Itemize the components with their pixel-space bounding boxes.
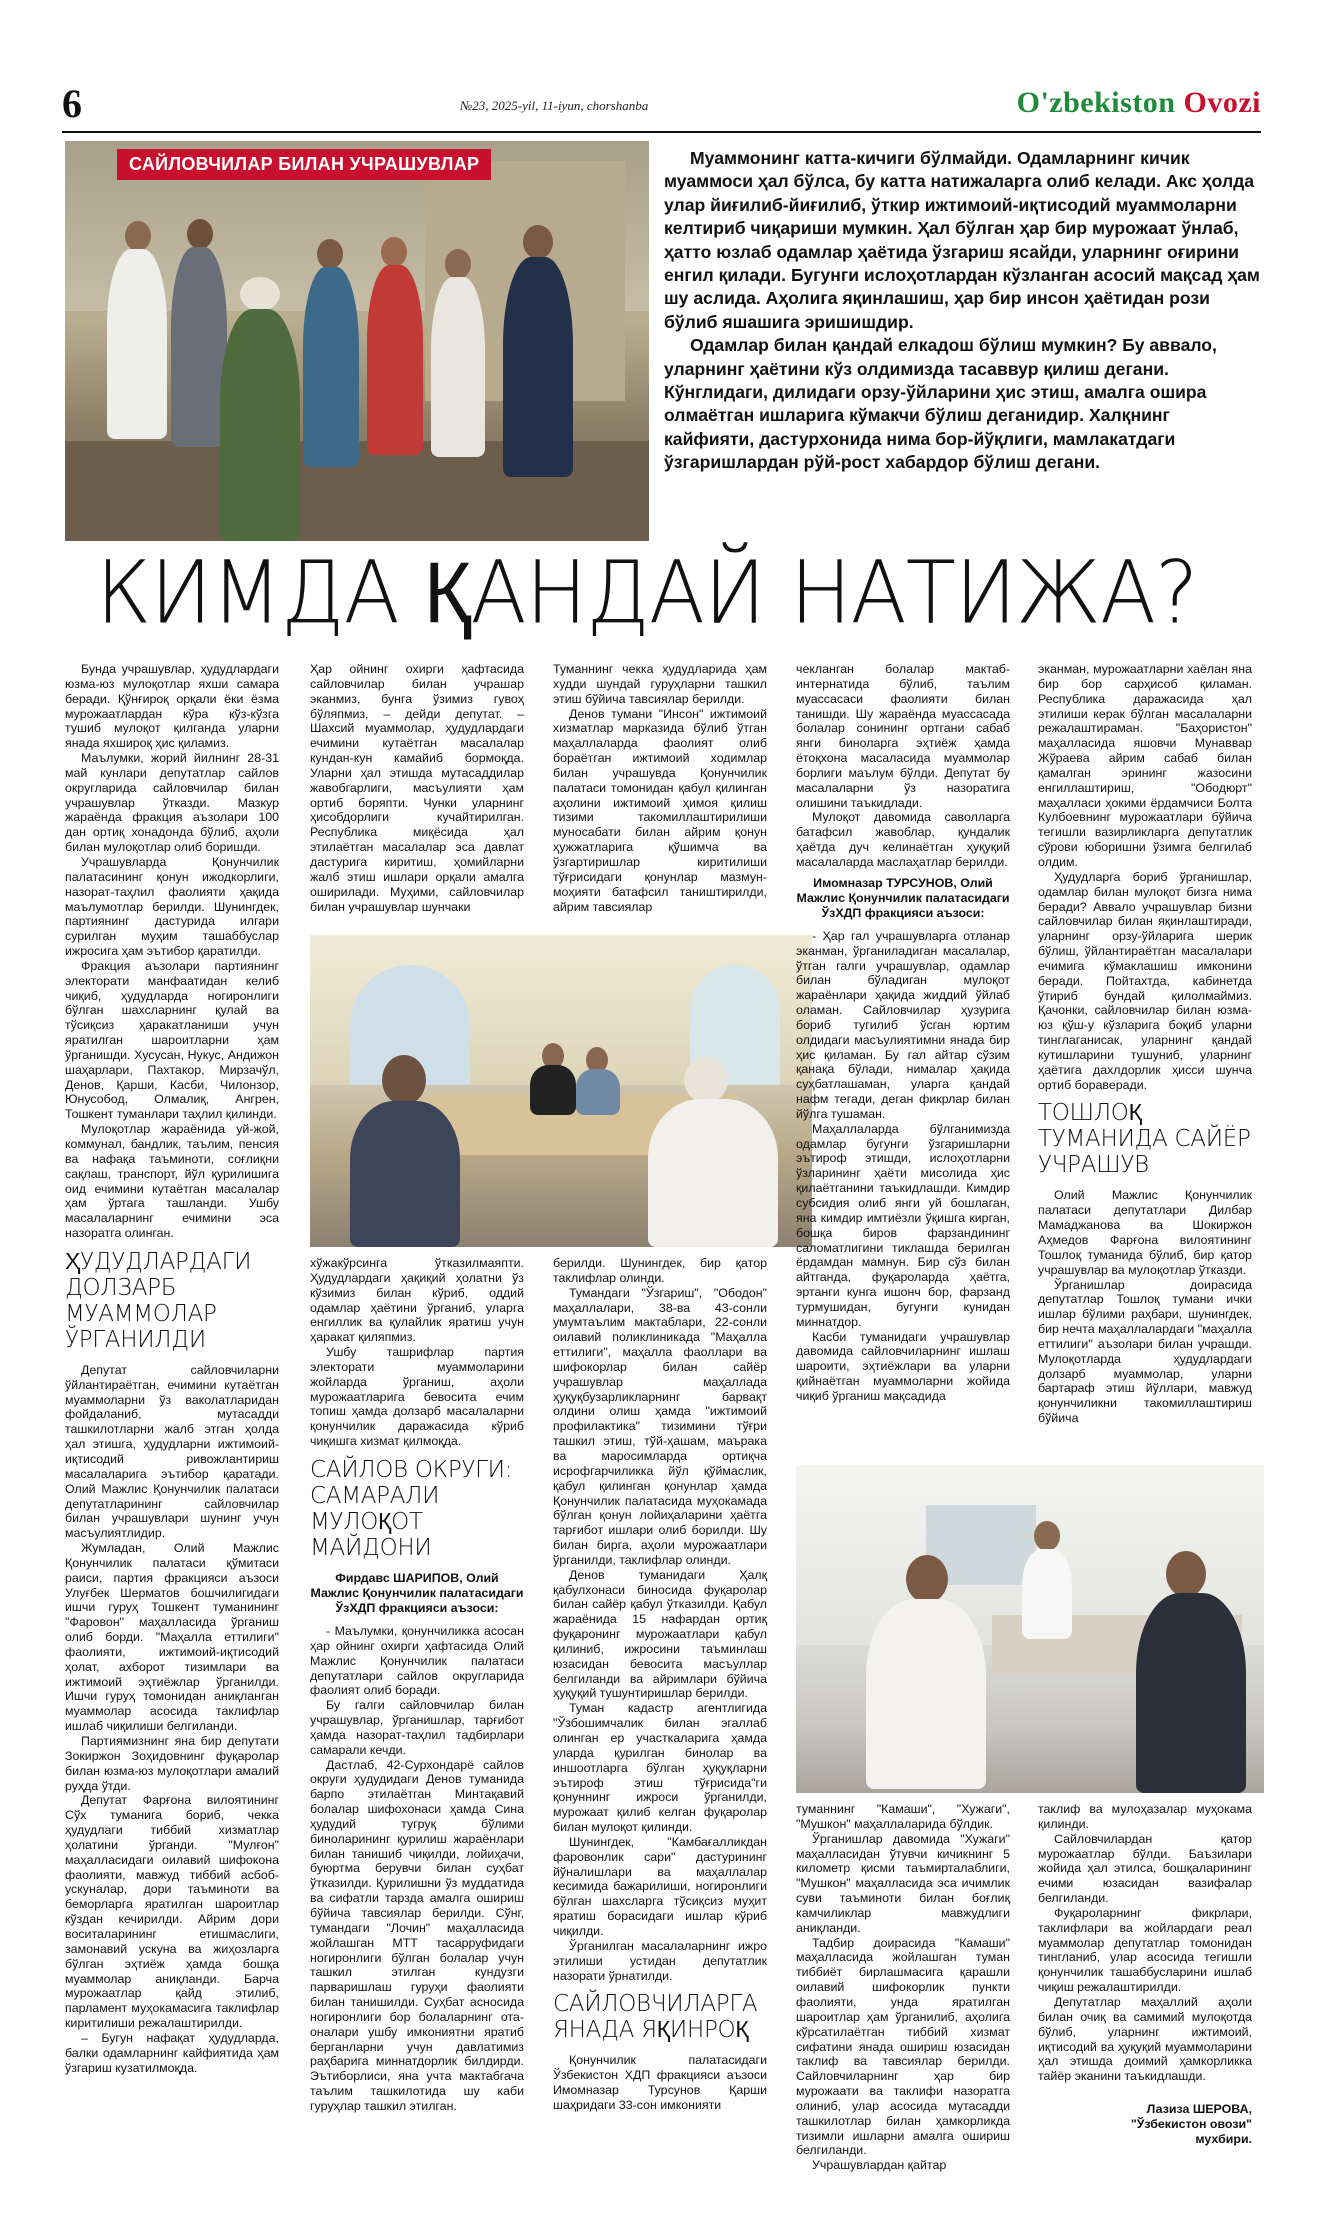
paragraph: туманнинг "Камаши", "Хужаги", "Мушкон" маҳаллаларида бўлдик. bbox=[796, 1802, 1010, 1831]
author-role: мухбири. bbox=[1195, 2132, 1252, 2147]
section-tag: САЙЛОВЧИЛАР БИЛАН УЧРАШУВЛАР bbox=[117, 149, 491, 180]
paragraph: Қонунчилик палатасидаги Ўзбекистон ХДП фракцияси аъзоси Имомназар Турсунов Қарши шаҳридаги 33-сон имконияти bbox=[553, 2053, 767, 2112]
photo-clinic-visit bbox=[796, 1465, 1264, 1793]
paragraph: таклиф ва мулоҳазалар муҳокама қилинди. bbox=[1038, 1802, 1252, 1831]
paragraph: Денов туманидаги Ҳалқ қабулхонаси биносида фуқаролар билан сайёр қабул ўтказилди. Қабул жараёнида 15 нафардан ортиқ фуқаронинг мурожаатлари қабул қилиниб, ижросини таъминлаш юзасидан бевосита масъуллар белгиланди ва айримлари бўйича ҳуқуқий тушунтиришлар берилди. bbox=[553, 1567, 767, 1701]
paragraph: Фуқароларнинг фикрлари, таклифлари ва жойлардаги реал муаммолар депутатлар томонидан тингланиб, улар асосида тегишли қонунчилик ташаббусларини ишлаб чиқиш режалаштирилди. bbox=[1038, 1905, 1252, 1995]
newspaper-logo[interactable] bbox=[1017, 86, 1261, 120]
paragraph: Фракция аъзолари партиянинг электорати манфаатидан келиб чиқиб, ҳудудларда ногиронлиги бўлган шахсларнинг қулай ва тўсиқсиз ҳаракатланиши учун яратилган шароитларни ҳам ўрганишди. Хусусан, Нукус, Андижон шаҳарлари, Пахтакор, Мирзачўл, Денов, Қарши, Касби, Чилонзор, Юнусобод, Олмалиқ, Ангрен, Тошкент туманлари таҳлил қилинди. bbox=[65, 958, 279, 1122]
author-signature bbox=[1038, 2102, 1252, 2147]
author-name: Лазиза ШЕРОВА, bbox=[1146, 2102, 1252, 2117]
logo-part1: O'zbekiston bbox=[1016, 86, 1184, 119]
subheading: ТОШЛОҚ ТУМАНИДА САЙЁР УЧРАШУВ bbox=[1038, 1100, 1251, 1179]
lead-paragraph bbox=[664, 147, 1262, 475]
subheading: ҲУДУДЛАРДАГИ ДОЛЗАРБ МУАММОЛАР ЎРГАНИЛДИ bbox=[65, 1248, 252, 1353]
paragraph: Касби туманидаги учрашувлар давомида сайловчиларнинг ишлаш шароити, эҳтиёжлари ва уларни қийнаётган муаммоларни жойида чиқиб ўрганиш мақсадида bbox=[796, 1329, 1010, 1403]
lead-p1: Муаммонинг катта-кичиги бўлмайди. Одамларнинг кичик муаммоси ҳал бўлса, бу катта натижаларга олиб келади. Акс ҳолда улар йиғилиб-йиғилиб, ўткир ижтимоий-иқтисодий муаммоларни келтириб чиқариши мумкин. Ҳал бўлган ҳар бир мурожаат ўнлаб, ҳатто юзлаб одамлар ҳаётида ўзгариш ясайди, уларнинг оғирини енгил қилади. Бугунги ислоҳотлардан кўзланган асосий мақсад ҳам шу аслида. Аҳолига яқинлашиш, ҳар бир инсон ҳаётидан рози бўлиб яшашига эришишдир. bbox=[664, 148, 1260, 332]
paragraph: Денов тумани "Инсон" ижтимоий хизматлар марказида бўлиб ўтган маҳаллаларда фаолият олиб бораётган ижтимоий ходимлар билан учрашувда Қонунчилик палатаси томонидан қабул қилинган аҳолини ижтимоий ҳимоя қилиш тизими такомиллаштирилиши муносабати билан айрим қонун ҳужжатларига қўшимча ва ўзгартиришлар киритилиши тўғрисидаги қонунлар мазмун-моҳияти батафсил таништирилди, айрим тавсиялар bbox=[553, 706, 767, 914]
paragraph: Бу галги сайловчилар билан учрашувлар, ўрганишлар, тарғибот ҳамда назорат-таҳлил тадбирлари самарали кечди. bbox=[310, 1698, 524, 1757]
author-outlet: "Ўзбекистон овози" bbox=[1130, 2117, 1252, 2132]
column-3-bottom bbox=[553, 1256, 767, 2113]
lead-p2: Одамлар билан қандай елкадош бўлиш мумкин? Бу аввало, уларнинг ҳаётини кўз олдимизда тасаввур қилиш дегани. Кўнглидаги, дилидаги орзу-ўйларини ҳис этиш, амалга ошира олмаётган ишларига кўмакчи бўлиш деганидир. Халқнинг кайфияти, дастурхонида нима бор-йўқлиги, мамлакатдаги ўзгаришлардан рўй-рост хабардор бўлиш дегани. bbox=[664, 335, 1217, 473]
paragraph: Шунингдек, "Камбағалликдан фаровонлик сари" дастурининг йўналишлари ва маҳаллалар кесимида бажарилиши, ногиронлиги бўлган шахсларга тўсиқсиз муҳит яратиш борасидаги ишлар кўриб чиқилди. bbox=[553, 1834, 767, 1938]
paragraph: Депутат Фарғона вилоятининг Сўх туманига бориб, чекка ҳудудлаги тиббий хизматлар ҳолатини ўрганди. "Мулғон" маҳалласидаги оилавий шифокона фаолияти, мавжуд тиббий асбоб-ускуналар, дори таъминоти ва беморларга яратилган шароитлар кўздан кечирилди. Айрим дори воситаларининг етишмаслиги, замонавий ускуна ва жиҳозларга бўлган эҳтиёж ҳамда бошқа муаммолар аниқланди. Барча мурожаатлар қайд этилиб, парламент муҳокамасига таклифлар киритилиши режалаштирилди. bbox=[65, 1793, 279, 2031]
paragraph: эканман, мурожаатларни хаёлан яна бир бор сарҳисоб қиламан. Республика даражасида ҳал этилиши керак бўлган масалаларни режалаштираман. "Баҳористон" маҳалласида яшовчи Мунаввар Жўраева айрим сабаб билан қамалган эрининг жазосини енгиллаштириш, "Ободюрт" маҳалласи ҳокими ёрдамчиси Болта Кулбоевнинг мурожаатлари бўйича тегишли вазирликларга депутатлик сўрови юборишни ўзимга белгилаб олдим. bbox=[1038, 662, 1252, 869]
paragraph: Ҳудудларга бориб ўрганишлар, одамлар билан мулоқот бизга нима беради? Аввало учрашувлар бизни сайловчилар билан яқинлаштиради, уларнинг орзу-ўйларига шерик бўлиш, ўйлантираётган масалалари ечимига кўмаклашиш имконини беради. Пойтахтда, кабинетда ўтириб бундай қилолмаймиз. Қачонки, сайловчилар билан юзма-юз қўш-у кўзларига боқиб уларни тинглаганисак, уларнинг қандай кутишларини тушуниб, уларнинг ҳаётига дахлдорлик ҳисси шунча ортиб бораверади. bbox=[1038, 869, 1252, 1092]
paragraph: Ўрганилган масалаларнинг ижро этилиши устидан депутатлик назорати ўрнатилди. bbox=[553, 1938, 767, 1983]
paragraph: Ушбу ташрифлар партия электорати муаммоларини жойларда ўрганиш, аҳоли мурожаатларига бевосита ечим топиш ҳамда долзарб масалаларни қонунчилик даражасида кўриб чиқишга хизмат қилмоқда. bbox=[310, 1345, 524, 1449]
column-3-top bbox=[553, 662, 767, 914]
paragraph: Жумладан, Олий Мажлис Қонунчилик палатаси қўмитаси раиси, партия фракцияси аъзоси Улуғбек Шерматов бошчилигидаги ишчи гуруҳ Тошкент туманининг "Фаровон" маҳалласида ўрганиш олиб борди. "Маҳалла еттилиги" фаолияти, ижтимоий-иқтисодий ҳолат, ахборот тизимлари ва ижтимоий эҳтиёжлар ўрганилди. Ишчи гуруҳ томонидан аниқланган муаммолар асосида таклифлар ишлаб чиқилиши белгиланди. bbox=[65, 1541, 279, 1734]
issue-line: №23, 2025-yil, 11-iyun, chorshanba bbox=[460, 98, 649, 113]
paragraph: Тумандаги "Ўзгариш", "Ободон" маҳаллалари, 38-ва 43-сонли умумтаълим мактаблари, 22-сонли оилавий поликлиникада "Маҳалла еттилиги", маҳалла фаоллари ва шифокорлар билан сайёр учрашувлар маҳаллада ҳуқуқбузарликларнинг барвақт олдини олиш ҳамда "ижтимоий профилактика" тизимини тўғри ташкил этиш, тўй-ҳашам, маърака ва маросимларда ортиқча исрофгарчиликка йўл қўймаслик, қабул қилинган қонунлар ҳамда Қонунчилик палатасида муҳокамада бўлган қонун лойиҳаларини ҳаётга тарғибот ишлари олиб борилди. Шу билан бирга, аҳоли мурожаатлари ўрганилди, таклифлар олинди. bbox=[553, 1285, 767, 1567]
paragraph: хўжакўрсинга ўтказилмаяпти. Ҳудудлардаги ҳақиқий ҳолатни ўз кўзимиз билан кўриб, оддий одамлар ҳаётини ўрганиб, уларга енгиллик ва қулайлик яратиш учун ҳаракат қиляпмиз. bbox=[310, 1256, 524, 1345]
column-1 bbox=[65, 662, 279, 2075]
byline: Фирдавс ШАРИПОВ, Олий Мажлис Қонунчилик палатасидаги ЎзХДП фракцияси аъзоси: bbox=[310, 1570, 524, 1615]
column-2-bottom bbox=[310, 1256, 524, 2114]
column-5-bottom bbox=[1038, 1802, 1252, 2147]
paragraph: Мулоқотлар жараёнида уй-жой, коммунал, бандлик, таълим, пенсия ва нафақа таъминоти, соғлиқни сақлаш, транспорт, йўл қурилишига оид ечимини кутаётган масалалар ҳам ўртага ташланди. Ушбу масалаларнинг ечимини эса назоратга олинган. bbox=[65, 1122, 279, 1241]
paragraph: Учрашувлардан қайтар bbox=[812, 2158, 947, 2173]
paragraph: - Маълумки, қонунчиликка асосан ҳар ойнинг охирги ҳафтасида Олий Мажлис Қонунчилик палатаси депутатлари сайлов округларида фаолият олиб боради. bbox=[310, 1623, 524, 1698]
photo-office-meeting bbox=[310, 935, 812, 1247]
paragraph: Маҳаллаларда бўлганимизда одамлар бугунги ўзгаришларни эътироф этишди, ислоҳотларни ўзларининг ҳаёти мисолида ҳис қилаётганини таъкидлашди. Кимдир субсидия олиб янги уй бошлаган, яна кимдир имтиёзли ўқишга кирган, бошқа биров фарзандининг саломатлигини тиклашда берилган ёрдамдан мамнун. Бир сўз билан айтганда, фуқароларда ҳаётга, эртанги кунга ишонч бор, фарзанд турмушидан, бугунги кунидан миннатдор. bbox=[796, 1121, 1010, 1329]
column-4-top bbox=[796, 662, 1010, 1404]
subheading: САЙЛОВ ОКРУГИ: САМАРАЛИ МУЛОҚОТ МАЙДОНИ bbox=[310, 1456, 513, 1561]
paragraph: Ҳар ойнинг охирги ҳафтасида сайловчилар билан учрашар эканмиз, бунга ўзимиз гувоҳ бўляпмиз, – дейди депутат. – Шахсий муаммолар, ҳудудлардаги ечимини кутаётган масалалар кундан-кун камайиб бормоқда. Уларни ҳал этишда мутасаддилар жавобгарлиги, масъулияти ҳам ортиб боряпти. Чунки уларнинг ҳисобдорлиги кучайтирилган. Республика миқёсида ҳал этилаётган масалалар эса давлат дастурига киритиш, ҳомийларни жалб этиш ишлари орқали амалга оширилади. Муҳими, сайловчилар билан учрашувлар шунчаки bbox=[310, 662, 524, 914]
page-number: 6 bbox=[62, 81, 82, 126]
paragraph: Тадбир доирасида "Камаши" маҳалласида жойлашган туман тиббиёт бирлашмасига қарашли оилавий шифокорлик пункти фаолияти, унда яратилган шароитлар ҳам ўрганилиб, аҳолига кўрсатилаётган тиббий хизмат сифатини янада ошириш юзасидан таклиф ва тавсиялар берилди. Сайловчиларнинг ҳар бир мурожаати ва таклифи назоратга олиниб, улар асосида мутасадди ташкилотлар билан ҳамкорликда тизимли ишларни амалга ошириш белгиланди. bbox=[796, 1935, 1010, 2158]
paragraph: чекланган болалар мактаб-интернатида бўлиб, таълим муассасаси фаолияти билан танишди. Шу жараёнда муассасада болалар сонининг ортгани сабаб янги биноларга эҳтиёж ҳамда ётоқхона масаласида муаммолар борлиги маълум бўлди. Депутат бу масалаларни ўз назоратига олишини таъкидлади. bbox=[796, 662, 1010, 810]
headline: КИМДА ҚАНДАЙ НАТИЖА? bbox=[96, 543, 1198, 644]
subheading: САЙЛОВЧИЛАРГА ЯНАДА ЯҚИНРОҚ bbox=[553, 1991, 758, 2044]
logo-part2: Ovozi bbox=[1183, 86, 1261, 119]
paragraph: Партиямизнинг яна бир депутати Зокиржон Зоҳидовнинг фуқаролар билан юзма-юз мулоқотлари амалий руҳда ўтди. bbox=[65, 1734, 279, 1793]
paragraph: Туманнинг чекка ҳудудларида ҳам худди шундай гуруҳларни ташкил этиш бўйича тавсиялар берилди. bbox=[553, 662, 767, 706]
column-2-top bbox=[310, 662, 524, 914]
paragraph: Ўрганишлар давомида "Хужаги" маҳалласидан ўтувчи кичикнинг 5 километр қисми таъмирталаблиги, "Мушкон" маҳалласида эса ичимлик суви таъминоти билан боғлиқ камчиликлар мавжудлиги аниқланди. bbox=[796, 1831, 1010, 1935]
header-rule bbox=[62, 131, 1261, 133]
column-4-bottom bbox=[796, 1802, 1010, 2173]
paragraph: Маълумки, жорий йилнинг 28-31 май кунлари депутатлар сайлов округларида сайловчилар билан учрашувлар ўтказди. Мазкур жараёнда фракция аъзолари 100 дан ортиқ хонадонда бўлиб, аҳоли билан мулоқотлар олиб боришди. bbox=[65, 751, 279, 855]
paragraph: Туман кадастр агентлигида "Ўзбошимчалик билан эгаллаб олинган ер участкаларига ҳамда уларда қурилган бинолар ва иншоотларга бўлган ҳуқуқларни эътироф этиш тўғрисида"ги қонуннинг ижроси ўрганилди, мурожаат қилиб келган фуқаролар билан мулоқот қилинди. bbox=[553, 1701, 767, 1835]
paragraph: Учрашувларда Қонунчилик палатасининг қонун ижодкорлиги, назорат-таҳлил фаолияти ҳақида маълумотлар берилди. Шунингдек, партиянинг дастурида илгари сурилган муҳим ташаббуслар ижросига ҳам эътибор қаратилди. bbox=[65, 854, 279, 959]
paragraph: Бунда учрашувлар, ҳудудлардаги юзма-юз мулоқотлар яхши самара беради. Қўнғироқ орқали ёки ёзма мурожаатлардан кўра кўз-кўзга тушиб мулоқот қилганда уларни янада яхшироқ ҳис қиламиз. bbox=[65, 662, 279, 751]
paragraph: - Ҳар гал учрашувларга отланар эканман, ўрганиладиган масалалар, ўтган галги учрашувлар, одамлар билан бўладиган мулоқот жараёнлари ҳақида жиддий ўйлаб оламан. Сайловчилар ҳузурига бориб тугилиб ўсган юртим олдидаги масъулиятимни янада бир ҳис қиламан. Бу гал айтар сўзим қанақа бўлади, нималар ҳақида суҳбатлашаман, уларга қандай нафм тегади, деган фикрлар билан йўлга тушаман. bbox=[796, 928, 1010, 1121]
paragraph: Олий Мажлис Қонунчилик палатаси депутатлари Дилбар Мамаджанова ва Шокиржон Аҳмедов Фарғона вилоятининг Тошлоқ туманида бўлиб, бир қатор учрашувлар ва мулоқотлар ўтказди. bbox=[1038, 1188, 1252, 1277]
column-5-top bbox=[1038, 662, 1252, 1426]
page-header bbox=[62, 81, 1261, 126]
paragraph: Ўрганишлар доирасида депутатлар Тошлоқ тумани ички ишлар бўлими раҳбари, шунингдек, бир нечта маҳаллалардаги "маҳалла еттилиги" аъзолари билан учрашди. Мулоқотларда ҳудудлардаги долзарб муаммолар, уларни бартараф этиш йўллари, мавжуд қонунчиликни такомиллаштириш бўйича bbox=[1038, 1277, 1252, 1426]
paragraph: Депутатлар маҳаллий аҳоли билан очиқ ва самимий мулоқотда бўлиб, уларнинг ижтимоий, иқтисодий ва ҳуқуқий муаммоларини ҳал этишда доимий ҳамкорликка тайёр эканини таъкидлашди. bbox=[1038, 1994, 1252, 2084]
paragraph: Дастлаб, 42-Сурхондарё сайлов округи ҳудудидаги Денов туманида барпо этилаётган Минтақавий болалар шифохонаси ҳамда Сина ҳудудий тугруқ бўлими биноларининг қурилиш жараёнлари билан танишиб чиқилди, лойиҳачи, буюртма берувчи билан суҳбат ўтказилди. Қурилишни ўз муддатида ва сифатли тарзда амалга ошириш бўйича тавсиялар берилди. Сўнг, тумандаги "Лочин" маҳалласида жойлашган МТТ тасарруфидаги ногиронлиги бўлган болалар учун ташкил этилган кундузги парваришлаш гуруҳи фаолияти билан танишилди. Суҳбат асносида ногиронлиги бор болаларнинг ота-оналари ушбу имкониятни яратиб берганларни учун давлатимиз раҳбарига миннатдорлик билдирди. Эътиборлиси, яна учта мактабгача таълим ташкилотида шу каби гуруҳлар ташкил этилган. bbox=[310, 1757, 524, 2113]
paragraph: берилди. Шунингдек, бир қатор таклифлар олинди. bbox=[553, 1256, 767, 1285]
paragraph: Мулоқот давомида саволларга батафсил жавоблар, қундалик ҳаётда дуч келинаётган ҳуқуқий масалаларда маслаҳатлар берилди. bbox=[796, 810, 1010, 869]
paragraph: Сайловчилардан қатор мурожаатлар бўлди. Баъзилари жойида ҳал этилса, бошқаларининг ечими юзасидан вазифалар белгиланди. bbox=[1038, 1831, 1252, 1906]
photo-meeting-residents bbox=[65, 141, 649, 541]
paragraph: – Бугун нафақат ҳудудларда, балки одамларнинг кайфиятида ҳам ўзгариш кузатилмоқда. bbox=[65, 2030, 279, 2075]
paragraph: Депутат сайловчиларни ўйлантираётган, ечимини кутаётган муаммоларни ўз ваколатларидан фойдаланиб, мутасадди ташкилотларни жалб этган ҳолда ҳал этишга, ҳудудларни ижтимоий-иқтисодий ривожлантириш масалаларига эътибор қаратади. Олий Мажлис Қонунчилик палатаси депутатларининг сайловчилар билан учрашувлари шунинг учун масъулиятлидир. bbox=[65, 1362, 279, 1541]
byline: Имомназар ТУРСУНОВ, Олий Мажлис Қонунчилик палатасидаги ЎзХДП фракцияси аъзоси: bbox=[796, 875, 1010, 920]
